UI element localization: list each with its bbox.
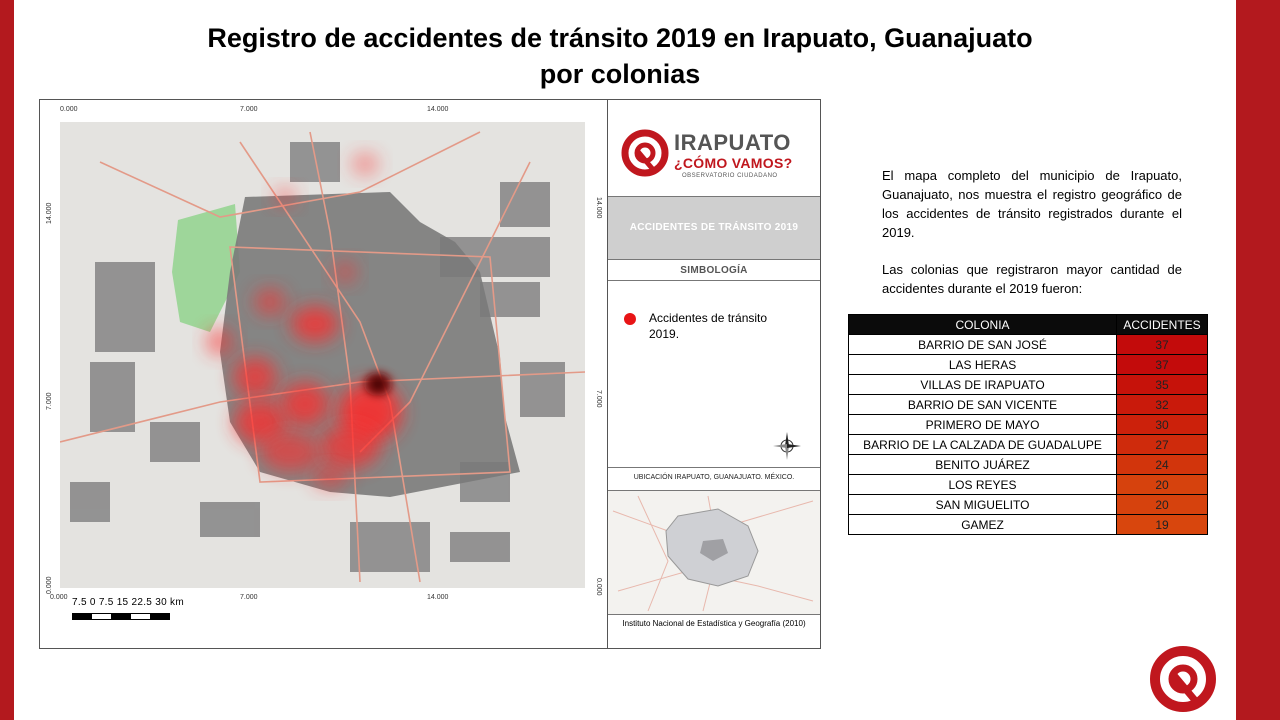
coord-left-2: 0.000 bbox=[46, 576, 53, 594]
simbologia-header bbox=[608, 260, 820, 281]
scale-labels: 7.5 0 7.5 15 22.5 30 km bbox=[72, 597, 184, 608]
colonia-cell: BARRIO DE SAN JOSÉ bbox=[849, 335, 1117, 355]
table-row bbox=[849, 375, 1208, 395]
accidentes-cell: 35 bbox=[1117, 375, 1208, 395]
table-row bbox=[849, 495, 1208, 515]
colonia-cell: LAS HERAS bbox=[849, 355, 1117, 375]
coord-bottom-2: 14.000 bbox=[427, 594, 449, 601]
accidentes-cell: 20 bbox=[1117, 475, 1208, 495]
description-paragraph-1: El mapa completo del municipio de Irapuato, Guanajuato, nos muestra el registro geográfico de los accidentes de tránsito registrados durante el 2019. bbox=[882, 168, 1182, 240]
table-row bbox=[849, 355, 1208, 375]
description bbox=[882, 166, 1182, 316]
accidentes-cell: 37 bbox=[1117, 355, 1208, 375]
header-colonia: COLONIA bbox=[849, 315, 1117, 335]
coord-top-2: 14.000 bbox=[427, 106, 449, 113]
accidentes-cell: 30 bbox=[1117, 415, 1208, 435]
source-label: Instituto Nacional de Estadística y Geografía (2010) bbox=[622, 619, 806, 628]
table-header-row bbox=[849, 315, 1208, 335]
colonia-cell: BENITO JUÁREZ bbox=[849, 455, 1117, 475]
coord-top-1: 7.000 bbox=[240, 106, 258, 113]
accidents-label: ACCIDENTES DE TRÁNSITO 2019 bbox=[629, 222, 799, 233]
legend-section bbox=[608, 281, 820, 468]
coord-right-2: 0.000 bbox=[595, 578, 602, 596]
description-paragraph-2: Las colonias que registraron mayor cantidad de accidentes durante el 2019 fueron: bbox=[882, 262, 1182, 296]
coord-left-1: 7.000 bbox=[46, 392, 53, 410]
legend-text: Accidentes de tránsito 2019. bbox=[649, 311, 768, 341]
scale-bar bbox=[72, 597, 212, 627]
accidentes-cell: 32 bbox=[1117, 395, 1208, 415]
table-row bbox=[849, 435, 1208, 455]
logo-sub-text: ¿CÓMO VAMOS? bbox=[674, 155, 793, 171]
table-row bbox=[849, 475, 1208, 495]
coord-bottom-0: 0.000 bbox=[50, 594, 68, 601]
title-line-2: por colonias bbox=[539, 59, 701, 89]
heat-dot-icon bbox=[624, 313, 636, 325]
table-row bbox=[849, 395, 1208, 415]
header-accidentes: ACCIDENTES bbox=[1117, 315, 1208, 335]
table-row bbox=[849, 415, 1208, 435]
colonia-cell: LOS REYES bbox=[849, 475, 1117, 495]
accidents-header bbox=[608, 197, 820, 260]
coord-top-0: 0.000 bbox=[60, 106, 78, 113]
compass-rose-icon bbox=[772, 431, 802, 461]
map-layout-frame bbox=[39, 99, 821, 649]
accidentes-cell: 20 bbox=[1117, 495, 1208, 515]
accidentes-cell: 37 bbox=[1117, 335, 1208, 355]
accidentes-cell: 27 bbox=[1117, 435, 1208, 455]
colonia-cell: BARRIO DE SAN VICENTE bbox=[849, 395, 1117, 415]
map-legend-panel bbox=[607, 100, 820, 648]
coord-right-0: 14.000 bbox=[595, 197, 602, 219]
ubicacion-label: UBICACIÓN IRAPUATO, GUANAJUATO. MÉXICO. bbox=[633, 474, 795, 481]
coord-bottom-1: 7.000 bbox=[240, 594, 258, 601]
accidentes-cell: 24 bbox=[1117, 455, 1208, 475]
left-red-band bbox=[0, 0, 14, 720]
table-row bbox=[849, 515, 1208, 535]
logo-tiny-text: OBSERVATORIO CIUDADANO bbox=[682, 173, 778, 179]
colonia-cell: BARRIO DE LA CALZADA DE GUADALUPE bbox=[849, 435, 1117, 455]
colonia-cell: PRIMERO DE MAYO bbox=[849, 415, 1117, 435]
location-minimap bbox=[608, 491, 820, 615]
irapuato-logo bbox=[620, 128, 810, 188]
coord-right-1: 7.000 bbox=[595, 390, 602, 408]
logo-section bbox=[608, 100, 820, 197]
scale-track bbox=[72, 613, 170, 620]
source-section bbox=[608, 615, 820, 648]
table-row bbox=[849, 335, 1208, 355]
accidentes-cell: 19 bbox=[1117, 515, 1208, 535]
simbologia-label: SIMBOLOGÍA bbox=[680, 265, 748, 276]
colonia-cell: VILLAS DE IRAPUATO bbox=[849, 375, 1117, 395]
ubicacion-header bbox=[608, 468, 820, 491]
coord-left-0: 14.000 bbox=[46, 202, 53, 224]
logo-main-text: IRAPUATO bbox=[674, 130, 791, 155]
minimap-image bbox=[608, 491, 820, 614]
accidents-table bbox=[848, 314, 1208, 535]
observatorio-logo-icon bbox=[620, 128, 670, 178]
right-red-band bbox=[1236, 0, 1280, 720]
heat-map bbox=[60, 122, 585, 588]
corner-logo-icon bbox=[1145, 645, 1221, 713]
colonia-cell: SAN MIGUELITO bbox=[849, 495, 1117, 515]
title-line-1: Registro de accidentes de tránsito 2019 en Irapuato, Guanajuato bbox=[207, 23, 1033, 53]
page-title bbox=[150, 20, 1090, 92]
colonia-cell: GAMEZ bbox=[849, 515, 1117, 535]
table-row bbox=[849, 455, 1208, 475]
